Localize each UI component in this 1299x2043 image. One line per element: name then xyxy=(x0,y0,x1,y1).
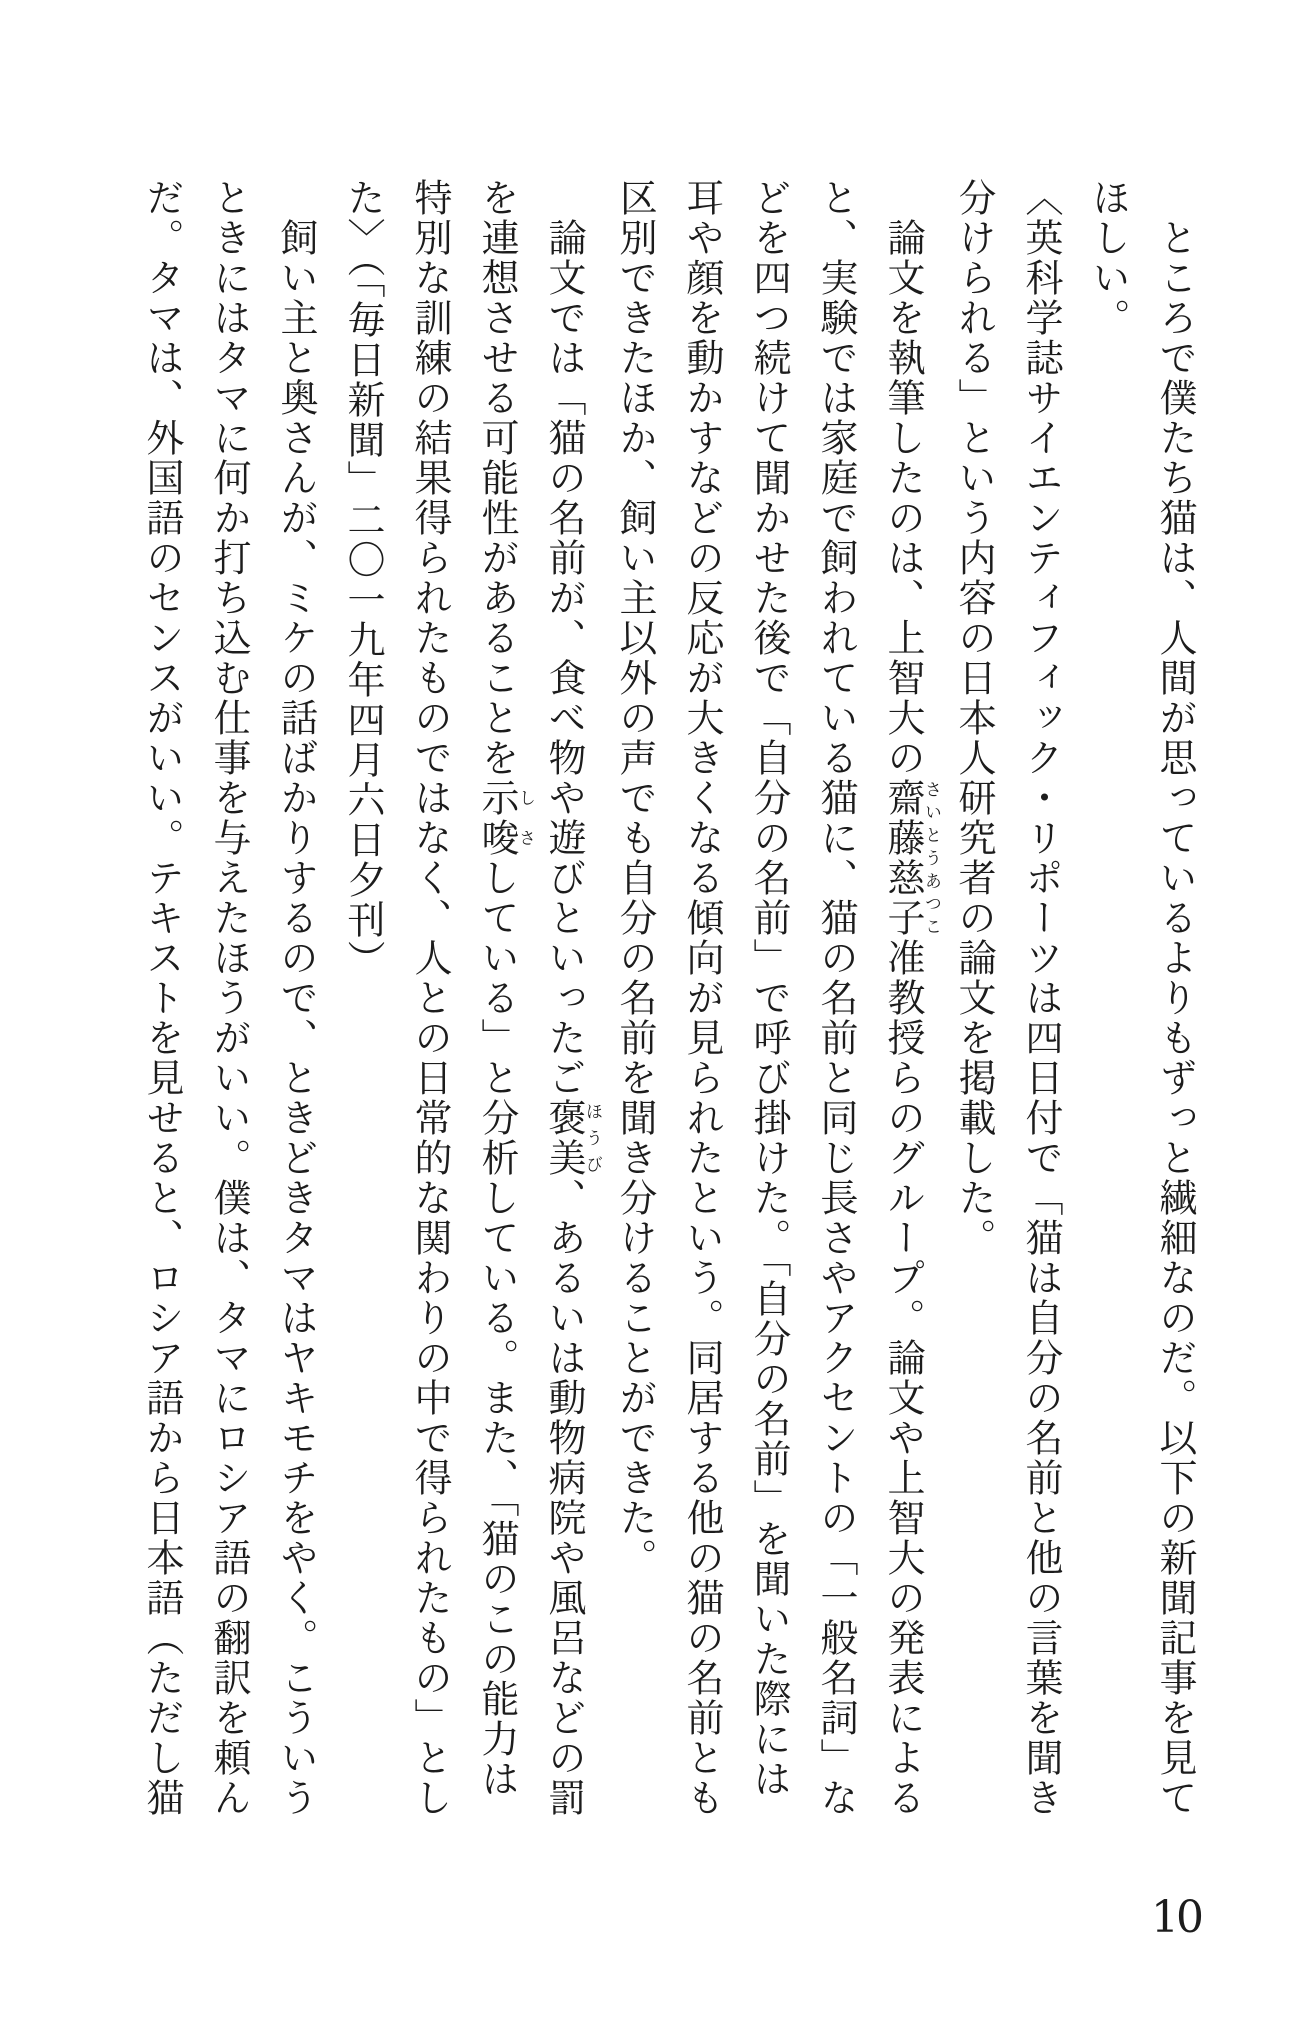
paragraph-intro: ところで僕たち猫は、人間が思っているよりもずっと繊細なのだ。以下の新聞記事を見てほしい。 xyxy=(1086,178,1197,1818)
furigana-ruby: 褒美ほうび xyxy=(542,1098,602,1178)
furigana-ruby: 齋藤慈子さいとうあつこ xyxy=(881,778,941,938)
vertical-text-block xyxy=(136,178,1208,1820)
furigana-text: さいとうあつこ xyxy=(921,778,941,938)
furigana-ruby: 示唆しさ xyxy=(475,778,535,858)
paragraph-tama: 飼い主と奥さんが、ミケの話ばかりするので、ときどきタマはヤキモチをやく。こういうときにはタマに何か打ち込む仕事を与えたほうがいい。僕は、タマにロシア語の翻訳を頼んだ。タマは、外国語のセンスがいい。テキストを見せると、ロシア語から日本語（ただし猫 xyxy=(140,178,318,1818)
paragraph-quote-analysis: 論文では「猫の名前が、食べ物や遊びといったご褒美ほうび、あるいは動物病院や風呂などの罰を連想させる可能性があることを示唆しさしている」と分析している。また、「猫のこの能力は特別な訓練の結果得られたものではなく、人との日常的な関わりの中で得られたもの」とした〉（「毎日新聞」二〇一九年四月六日夕刊） xyxy=(341,178,602,1818)
paragraph-quote-opening: 〈英科学誌サイエンティフィック・リポーツは四日付で「猫は自分の名前と他の言葉を聞き分けられる」という内容の日本人研究者の論文を掲載した。 xyxy=(952,178,1063,1818)
furigana-text: しさ xyxy=(515,778,535,858)
furigana-text: ほうび xyxy=(582,1098,602,1178)
page-number: 10 xyxy=(1151,1892,1201,1943)
paragraph-quote-experiment: 論文を執筆したのは、上智大の齋藤慈子さいとうあつこ准教授らのグループ。論文や上智大の発表によると、実験では家庭で飼われている猫に、猫の名前と同じ長さやアクセントの「一般名詞」などを四つ続けて聞かせた後で「自分の名前」で呼び掛けた。「自分の名前」を聞いた際には耳や顔を動かすなどの反応が大きくなる傾向が見られたという。同居する他の猫の名前とも区別できたほか、飼い主以外の声でも自分の名前を聞き分けることができた。 xyxy=(613,178,941,1818)
